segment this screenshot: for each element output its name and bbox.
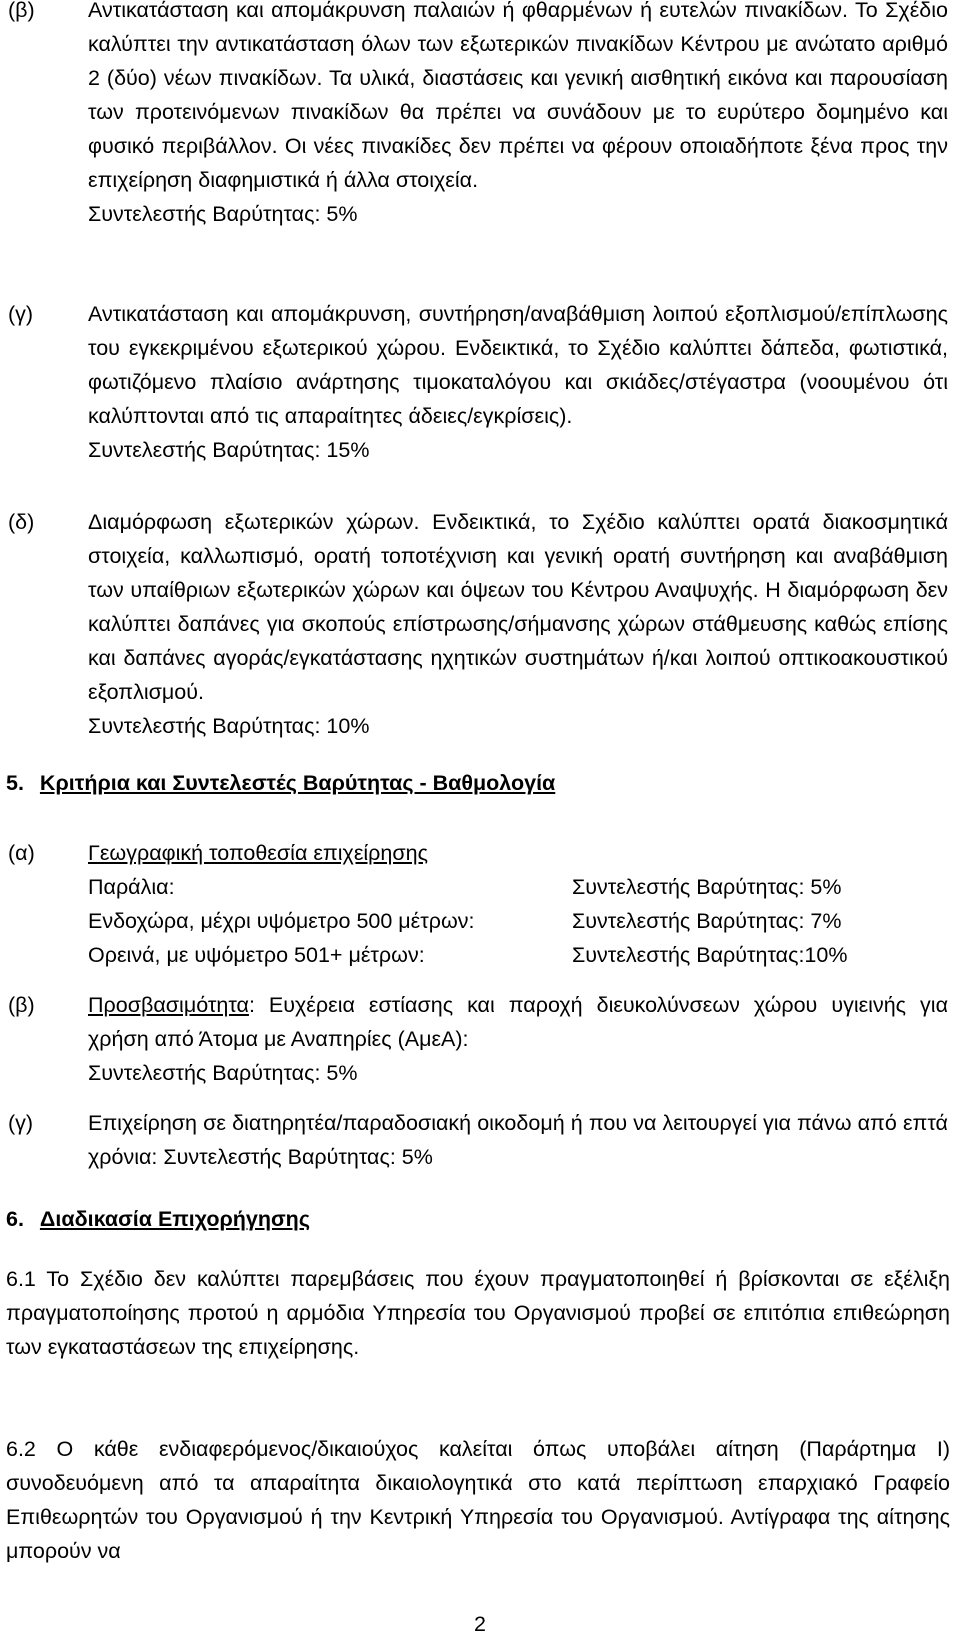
criterion-description: : Ευχέρεια εστίασης και παροχή διευκολύνσεων χώρου υγιεινής για χρήση από Άτομα με Αναπηρίες (ΑμεΑ): [88,993,948,1051]
item-label: (α) [8,841,35,865]
section-5-heading [6,766,555,800]
criterion-left: Παράλια: [88,875,175,899]
criterion-heritage [8,1106,950,1174]
criterion-right: Συντελεστής Βαρύτητας: 7% [572,909,842,933]
item-text: Αντικατάσταση και απομάκρυνση, συντήρηση/αναβάθμιση λοιπού εξοπλισμού/επίπλωσης του εγκεκριμένου εξωτερικού χώρου. Ενδεικτικά, το Σχέδιο καλύπτει δάπεδα, φωτιστικά, φωτιζόμενο πλαίσιο ανάρτησης τιμοκαταλόγου και σκιάδες/στέγαστρα (νοουμένου ότι καλύπτονται από τις απαραίτητες άδειες/εγκρίσεις). [88,302,948,428]
criterion-row [88,938,948,972]
weight-factor: Συντελεστής Βαρύτητας: 5% [88,202,358,226]
section-number: 5. [6,771,24,795]
list-item-outdoor [8,505,950,743]
item-label: (γ) [8,302,34,326]
criterion-text [88,988,948,1056]
criterion-row [88,904,948,938]
criterion-left: Ορεινά, με υψόμετρο 501+ μέτρων: [88,943,425,967]
section-6-heading [6,1202,310,1236]
weight-factor: Συντελεστής Βαρύτητας: 10% [88,714,370,738]
paragraph-6-2: 6.2 Ο κάθε ενδιαφερόμενος/δικαιούχος καλείται όπως υποβάλει αίτηση (Παράρτημα Ι) συνοδευόμενη από τα απαραίτητα δικαιολογητικά στο κατά περίπτωση επαρχιακό Γραφείο Επιθεωρητών του Οργανισμού ή την Κεντρική Υπηρεσία του Οργανισμού. Αντίγραφα της αίτησης μπορούν να [6,1437,950,1563]
list-item-equipment [8,297,950,467]
item-label: (γ) [8,1111,34,1135]
criterion-right: Συντελεστής Βαρύτητας: 5% [572,875,842,899]
criterion-left: Ενδοχώρα, μέχρι υψόμετρο 500 μέτρων: [88,909,475,933]
paragraph-6-1: 6.1 Το Σχέδιο δεν καλύπτει παρεμβάσεις που έχουν πραγματοποιηθεί ή βρίσκονται σε εξέλιξη πραγματοποίησης προτού η αρμόδια Υπηρεσία του Οργανισμού προβεί σε επιτόπια επιθεώρηση των εγκαταστάσεων της επιχείρησης. [6,1267,950,1359]
criterion-title: Προσβασιμότητα [88,993,249,1017]
item-text: Αντικατάσταση και απομάκρυνση παλαιών ή φθαρμένων ή ευτελών πινακίδων. Το Σχέδιο καλύπτει την αντικατάσταση όλων των εξωτερικών πινακίδων Κέντρου με ανώτατο αριθμό 2 (δύο) νέων πινακίδων. Τα υλικά, διαστάσεις και γενική αισθητική εικόνα και παρουσίαση των προτεινόμενων πινακίδων θα πρέπει να συνάδουν με το ευρύτερο δομημένο και φυσικό περιβάλλον. Οι νέες πινακίδες δεν πρέπει να φέρουν οποιαδήποτε ξένα προς την επιχείρηση διαφημιστικά ή άλλα στοιχεία. [88,0,948,192]
weight-factor: Συντελεστής Βαρύτητας: 15% [88,438,370,462]
criterion-right: Συντελεστής Βαρύτητας:10% [572,943,848,967]
criterion-location [8,836,950,972]
section-number: 6. [6,1207,24,1231]
item-label: (β) [8,993,35,1017]
item-label: (β) [8,0,35,22]
page-number: 2 [474,1612,486,1636]
criterion-row [88,870,948,904]
item-text: Διαμόρφωση εξωτερικών χώρων. Ενδεικτικά, το Σχέδιο καλύπτει ορατά διακοσμητικά στοιχεία, καλλωπισμό, ορατή τοποτέχνιση και γενική ορατή συντήρηση και αναβάθμιση των υπαίθριων εξωτερικών χώρων και όψεων του Κέντρου Αναψυχής. Η διαμόρφωση δεν καλύπτει δαπάνες για σκοπούς επίστρωσης/σήμανσης χώρων στάθμευσης καθώς επίσης και δαπάνες αγοράς/εγκατάστασης ηχητικών συστημάτων ή/και λοιπού οπτικοακουστικού εξοπλισμού. [88,510,948,704]
criterion-text: Επιχείρηση σε διατηρητέα/παραδοσιακή οικοδομή ή που να λειτουργεί για πάνω από επτά χρόνια: Συντελεστής Βαρύτητας: 5% [88,1111,948,1169]
section-title: Διαδικασία Επιχορήγησης [39,1207,310,1231]
item-label: (δ) [8,510,35,534]
criterion-title: Γεωγραφική τοποθεσία επιχείρησης [88,841,428,865]
section-title: Κριτήρια και Συντελεστές Βαρύτητας - Βαθμολογία [39,771,556,795]
weight-factor: Συντελεστής Βαρύτητας: 5% [88,1061,358,1085]
list-item-signs [8,0,950,231]
criterion-accessibility [8,988,950,1090]
